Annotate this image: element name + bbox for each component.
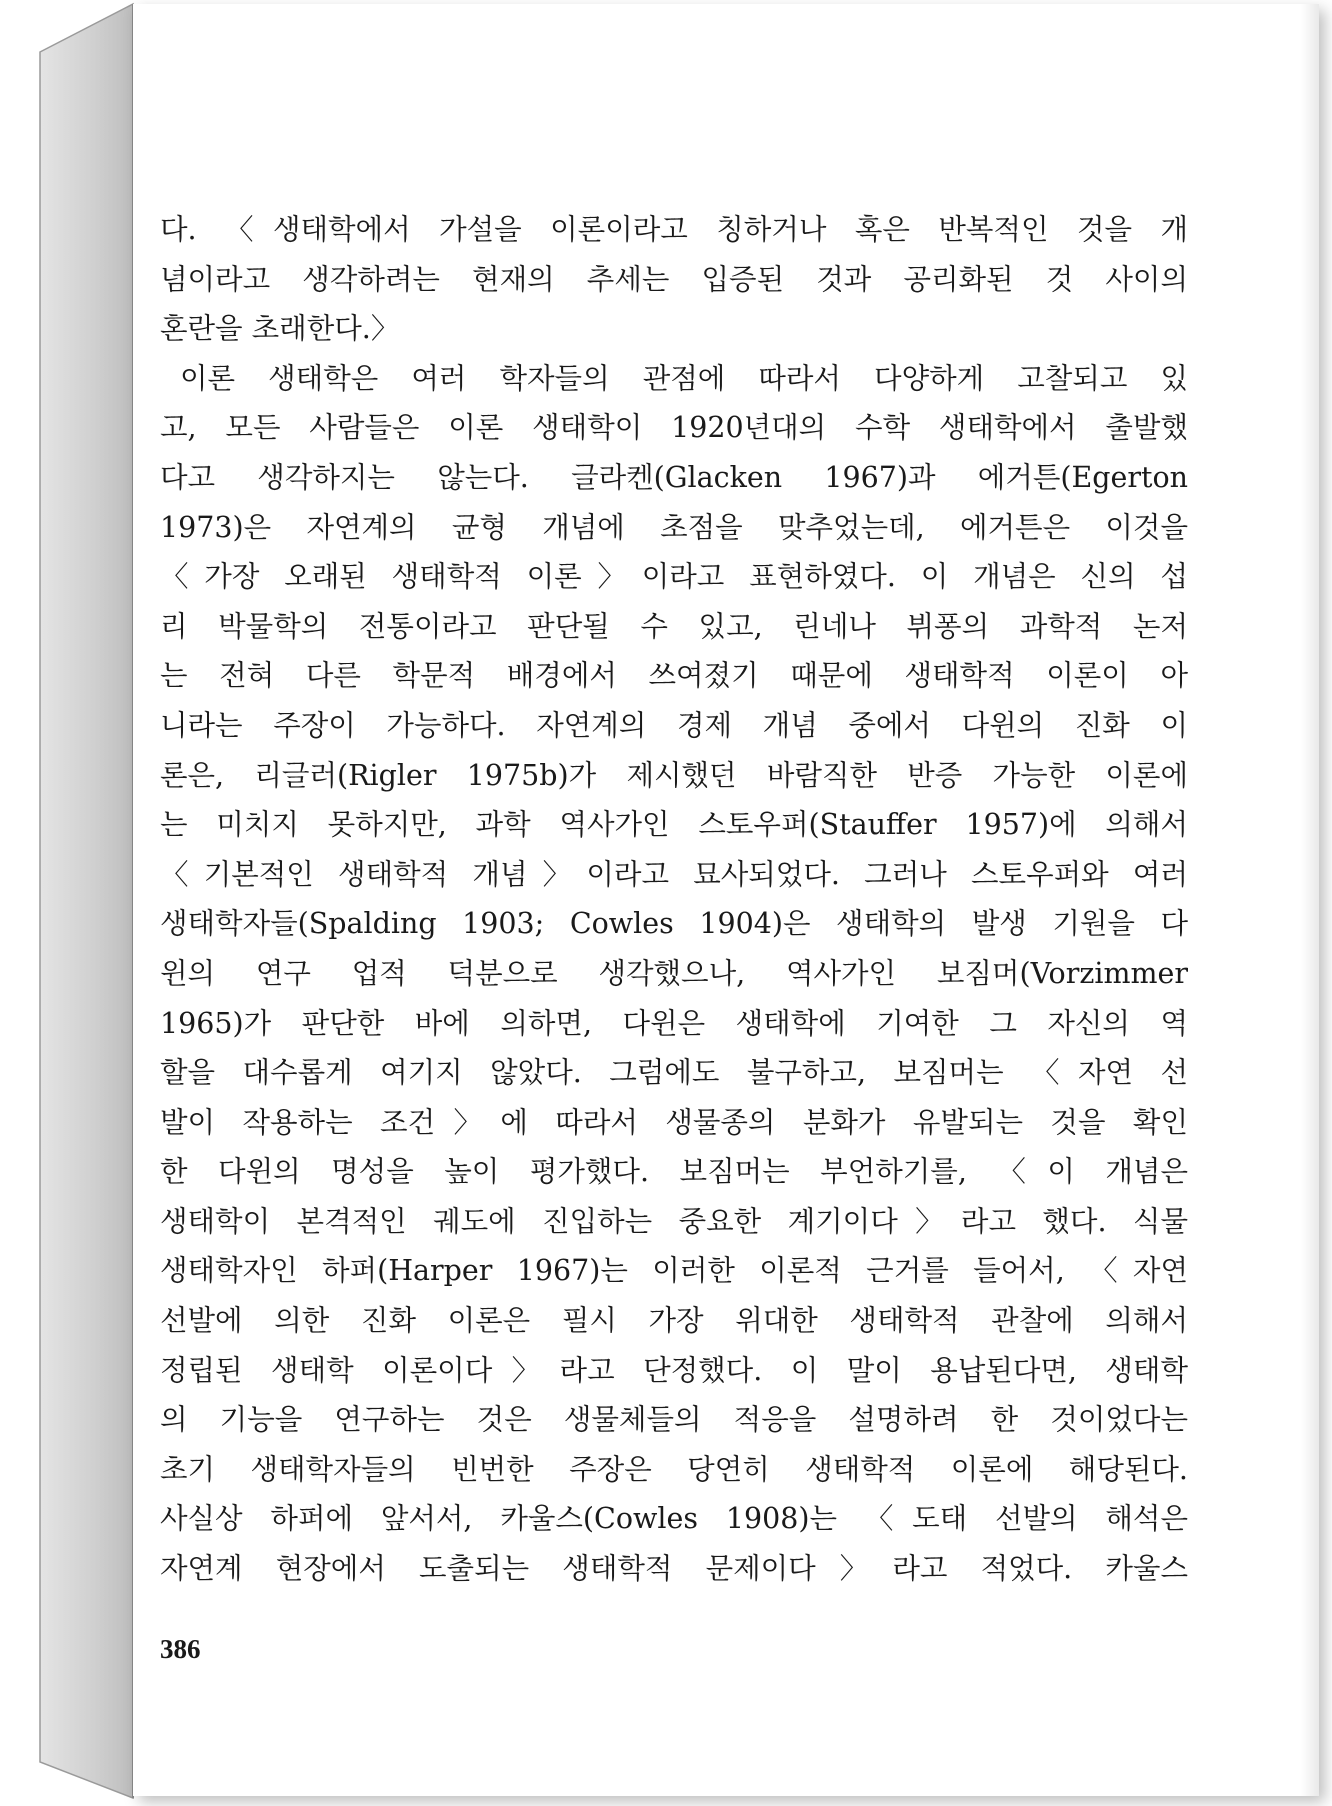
text-line: 1965)가 판단한 바에 의하면, 다윈은 생태학에 기여한 그 자신의 역 <box>160 1006 1188 1040</box>
text-line: 니라는 주장이 가능하다. 자연계의 경제 개념 중에서 다윈의 진화 이 <box>160 708 1188 742</box>
text-line: 사실상 하퍼에 앞서서, 카울스(Cowles 1908)는 〈도태 선발의 해석은 <box>160 1502 1188 1536</box>
text-line: 고, 모든 사람들은 이론 생태학이 1920년대의 수학 생태학에서 출발했 <box>160 411 1188 445</box>
text-line: 생태학자들(Spalding 1903; Cowles 1904)은 생태학의 발생 기원을 다 <box>160 907 1188 941</box>
page-edge-shadow <box>1301 4 1319 1796</box>
text-line: 다. 〈생태학에서 가설을 이론이라고 칭하거나 혹은 반복적인 것을 개 <box>160 213 1188 246</box>
text-line: 발이 작용하는 조건〉에 따라서 생물종의 분화가 유발되는 것을 확인 <box>160 1105 1188 1139</box>
text-line: 이론 생태학은 여러 학자들의 관점에 따라서 다양하게 고찰되고 있 <box>180 361 1188 395</box>
text-line: 〈기본적인 생태학적 개념〉이라고 묘사되었다. 그러나 스토우퍼와 여러 <box>160 857 1188 891</box>
text-line: 다고 생각하지는 않는다. 글라켄(Glacken 1967)과 에거튼(Egerton <box>160 460 1188 494</box>
text-line: 생태학자인 하퍼(Harper 1967)는 이러한 이론적 근거를 들어서, 〈자연 <box>160 1254 1188 1288</box>
text-line: 리 박물학의 전통이라고 판단될 수 있고, 린네나 뷔퐁의 과학적 논저 <box>160 609 1188 643</box>
text-line: 의 기능을 연구하는 것은 생물체들의 적응을 설명하려 한 것이었다는 <box>160 1403 1188 1437</box>
text-line: 생태학이 본격적인 궤도에 진입하는 중요한 계기이다〉라고 했다. 식물 <box>160 1204 1188 1238</box>
text-line: 할을 대수롭게 여기지 않았다. 그럼에도 불구하고, 보짐머는 〈자연 선 <box>160 1056 1188 1090</box>
text-line: 초기 생태학자들의 빈번한 주장은 당연히 생태학적 이론에 해당된다. <box>160 1452 1188 1486</box>
text-line: 는 전혀 다른 학문적 배경에서 쓰여졌기 때문에 생태학적 이론이 아 <box>160 659 1188 693</box>
text-line: 윈의 연구 업적 덕분으로 생각했으나, 역사가인 보짐머(Vorzimmer <box>160 956 1188 990</box>
text-line: 론은, 리글러(Rigler 1975b)가 제시했던 바람직한 반증 가능한 이론에 <box>160 758 1188 792</box>
text-line: 한 다윈의 명성을 높이 평가했다. 보짐머는 부언하기를, 〈이 개념은 <box>160 1155 1188 1189</box>
text-line: 념이라고 생각하려는 현재의 추세는 입증된 것과 공리화된 것 사이의 <box>160 262 1188 296</box>
text-line: 정립된 생태학 이론이다〉라고 단정했다. 이 말이 용납된다면, 생태학 <box>160 1353 1188 1387</box>
text-line: 는 미치지 못하지만, 과학 역사가인 스토우퍼(Stauffer 1957)에 의해서 <box>160 808 1188 842</box>
text-line: 1973)은 자연계의 균형 개념에 초점을 맞추었는데, 에거튼은 이것을 <box>160 510 1188 544</box>
text-line: 선발에 의한 진화 이론은 필시 가장 위대한 생태학적 관찰에 의해서 <box>160 1304 1188 1338</box>
body-text <box>160 205 1188 1594</box>
text-line: 자연계 현장에서 도출되는 생태학적 문제이다〉라고 적었다. 카울스 <box>160 1552 1188 1586</box>
text-line: 〈가장 오래된 생태학적 이론〉이라고 표현하였다. 이 개념은 신의 섭 <box>160 560 1188 594</box>
page-number: 386 <box>160 1634 201 1664</box>
text-line: 혼란을 초래한다.〉 <box>160 312 400 346</box>
